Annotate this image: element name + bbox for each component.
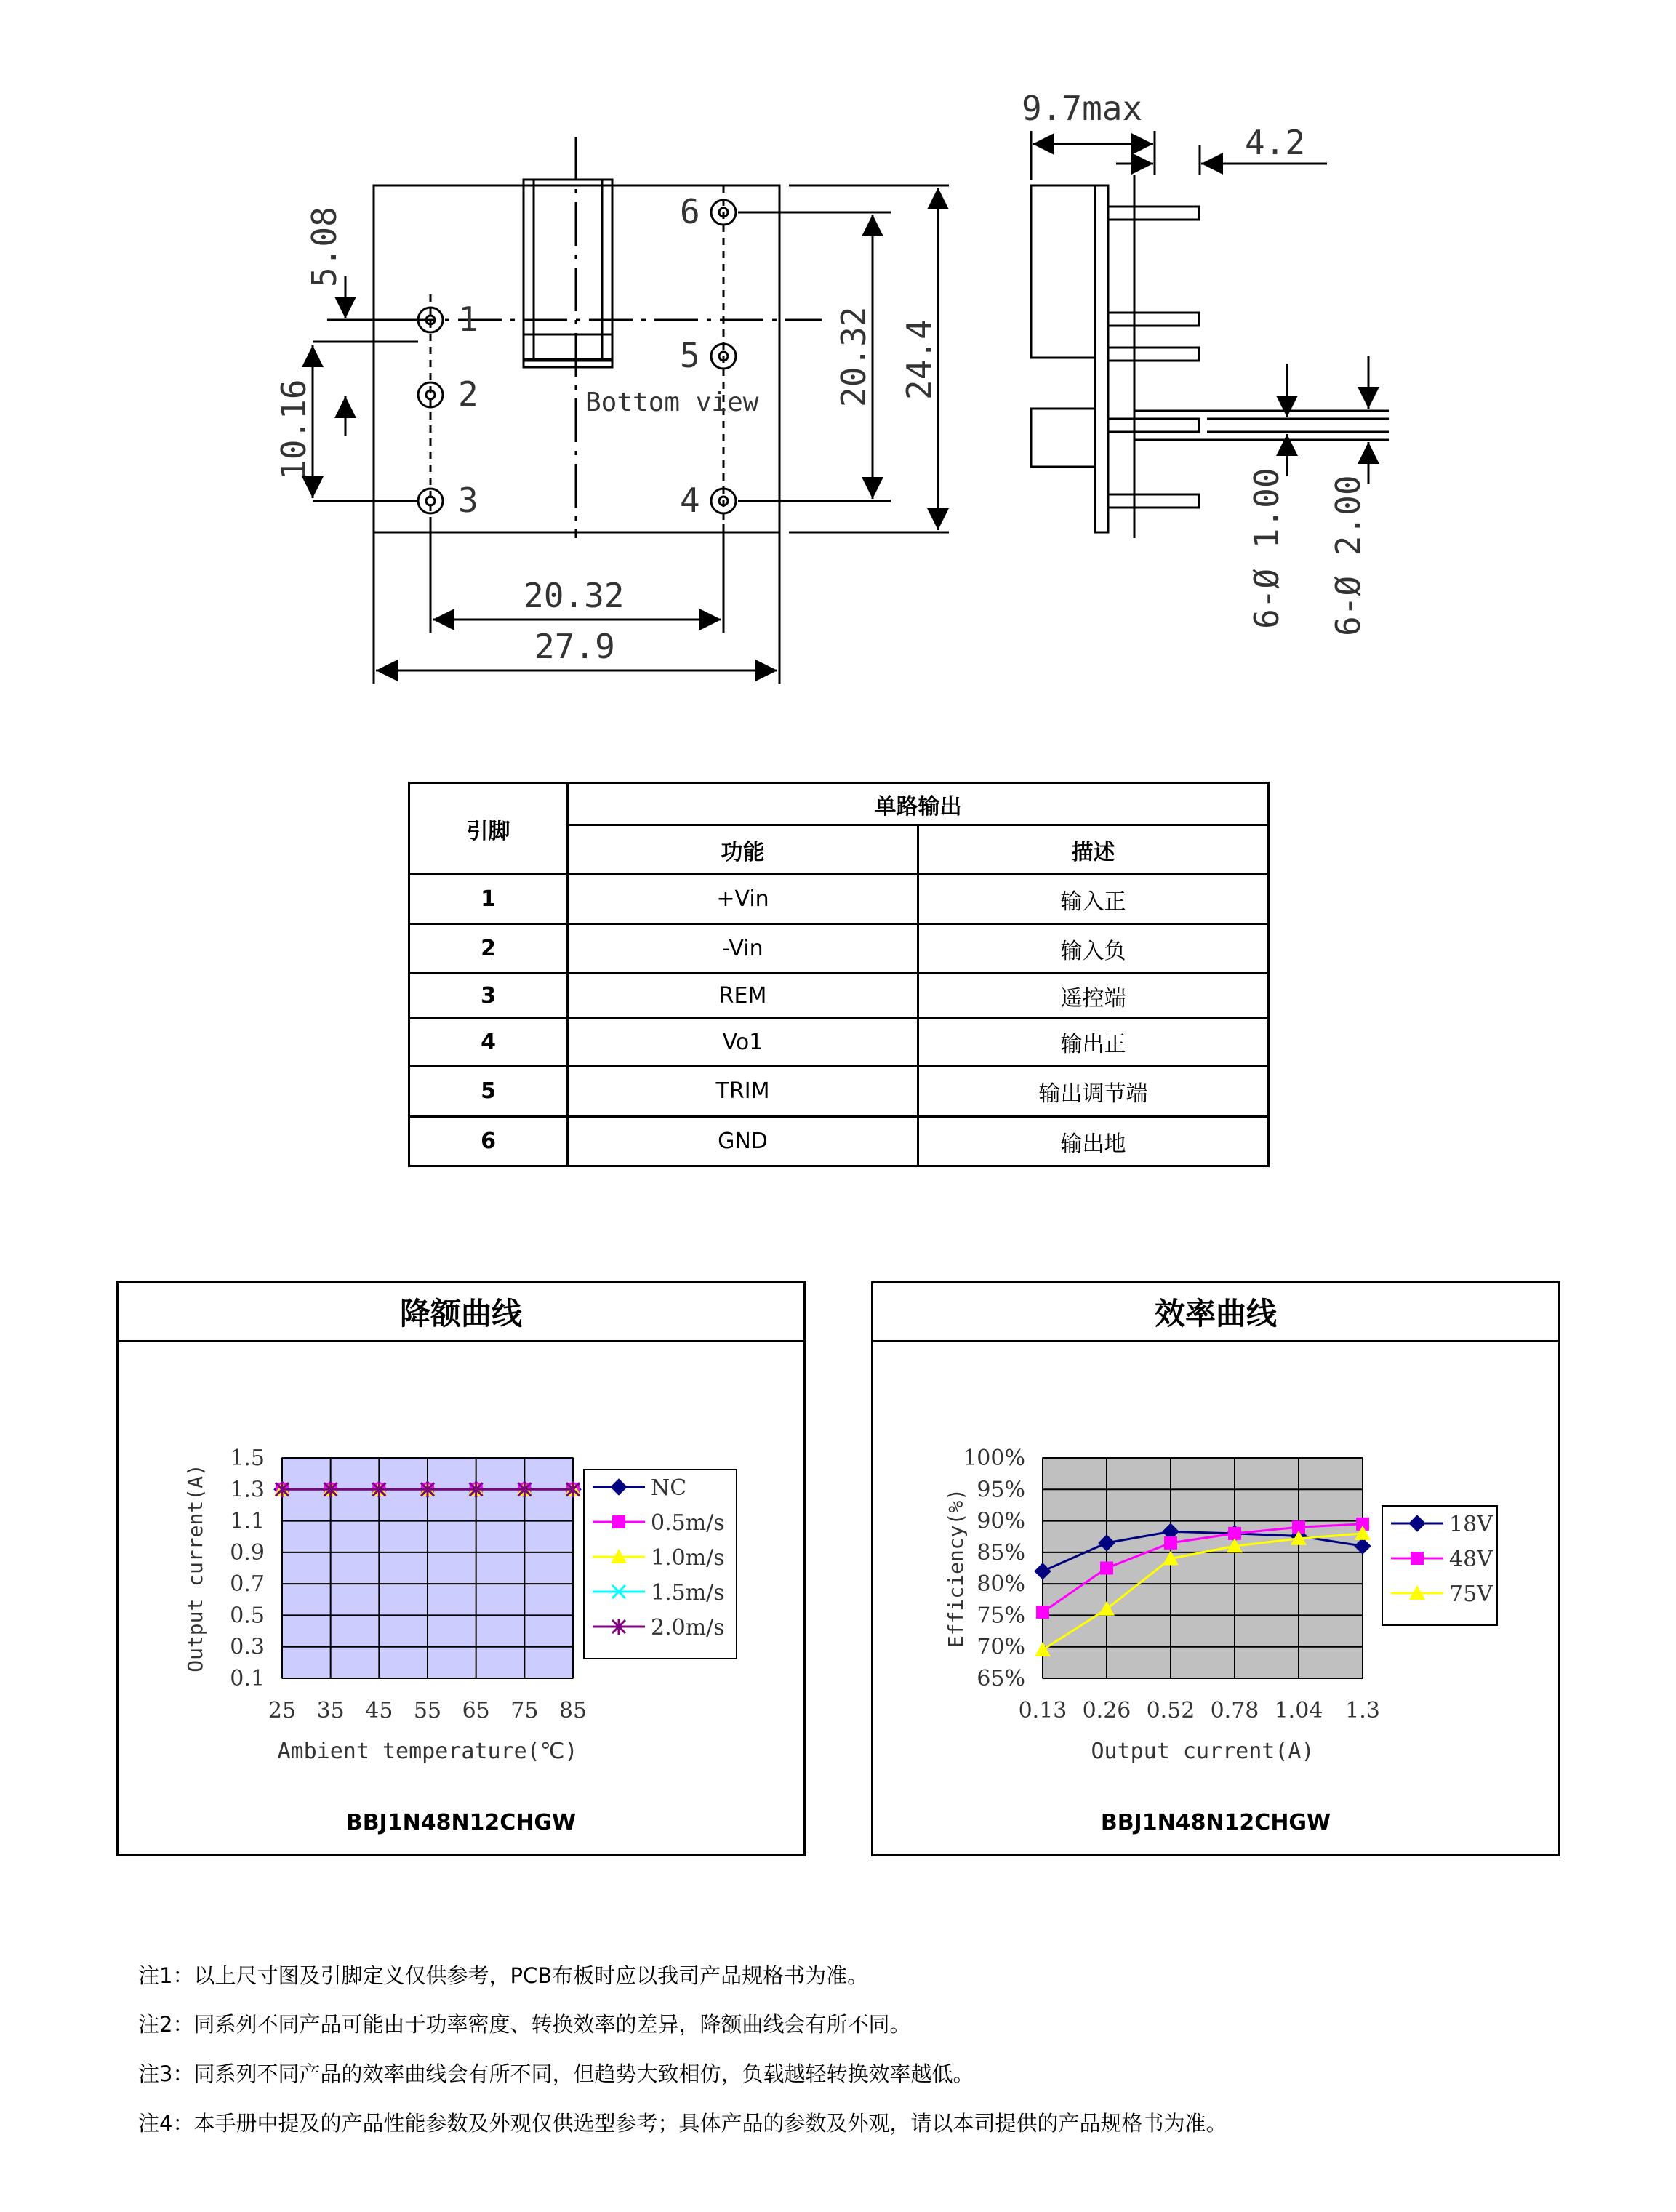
- dim-20-32-v: 20.32: [834, 306, 873, 407]
- x-tick-label: 1.04: [1274, 1698, 1323, 1723]
- derating-title: 降额曲线: [119, 1283, 803, 1342]
- x-tick-label: 55: [413, 1698, 442, 1723]
- pin-number: 6: [409, 1117, 568, 1166]
- y-tick-label: 1.5: [230, 1446, 265, 1471]
- x-tick-label: 25: [268, 1698, 297, 1723]
- pin-label-2: 2: [458, 374, 478, 414]
- dim-9-7max: 9.7max: [1022, 89, 1143, 128]
- pin-description: 输出正: [918, 1019, 1269, 1066]
- pin-number: 2: [409, 924, 568, 974]
- pin-description: 输出地: [918, 1117, 1269, 1166]
- y-axis-title: Output current(A): [183, 1464, 207, 1672]
- pin-description: 输入正: [918, 875, 1269, 924]
- col-header-pin: 引脚: [409, 783, 568, 875]
- table-row: [409, 875, 1269, 924]
- pin-description: 遥控端: [918, 974, 1269, 1019]
- note-3: 注3：同系列不同产品的效率曲线会有所不同，但趋势大致相仿，负载越轻转换效率越低。: [138, 2061, 974, 2086]
- group-header-single-output: 单路输出: [568, 783, 1269, 825]
- x-axis-title: Ambient temperature(℃): [277, 1739, 578, 1764]
- pin-label-5: 5: [680, 336, 700, 375]
- y-tick-label: 85%: [977, 1539, 1025, 1566]
- note-1: 注1：以上尺寸图及引脚定义仅供参考，PCB布板时应以我司产品规格书为准。: [138, 1963, 869, 1988]
- col-header-function: 功能: [568, 825, 918, 875]
- note-4: 注4：本手册中提及的产品性能参数及外观仅供选型参考；具体产品的参数及外观，请以本司提供的产品规格书为准。: [138, 2111, 1227, 2136]
- pin-function: +Vin: [568, 875, 918, 924]
- dim-5-08: 5.08: [305, 207, 344, 287]
- y-tick-label: 90%: [977, 1508, 1025, 1534]
- legend-label: 75V: [1449, 1582, 1493, 1607]
- pin-function: Vo1: [568, 1019, 918, 1066]
- efficiency-model: BBJ1N48N12CHGW: [1100, 1810, 1331, 1835]
- dim-10-16: 10.16: [274, 379, 313, 480]
- x-tick-label: 35: [316, 1698, 345, 1723]
- dim-20-32-h: 20.32: [524, 576, 625, 615]
- table-row: [409, 1019, 1269, 1066]
- y-tick-label: 0.1: [230, 1666, 265, 1691]
- x-tick-label: 85: [558, 1698, 588, 1723]
- pin-number: 4: [409, 1019, 568, 1066]
- efficiency-panel: [871, 1281, 1560, 1856]
- mechanical-drawing: [0, 0, 1676, 713]
- pin-function: GND: [568, 1117, 918, 1166]
- legend-label: 2.0m/s: [651, 1615, 725, 1640]
- bottom-view-label: Bottom view: [585, 388, 759, 417]
- x-tick-label: 0.26: [1082, 1698, 1131, 1723]
- x-tick-label: 0.13: [1018, 1698, 1067, 1723]
- legend-label: 48V: [1449, 1547, 1493, 1572]
- efficiency-title: 效率曲线: [873, 1283, 1558, 1342]
- y-tick-label: 0.3: [230, 1634, 265, 1660]
- derating-panel: [116, 1281, 806, 1856]
- y-tick-label: 75%: [977, 1603, 1025, 1629]
- dim-pin-1-00: 6-Ø 1.00: [1247, 468, 1286, 629]
- side-pins: [1108, 175, 1199, 538]
- y-tick-label: 80%: [977, 1571, 1025, 1598]
- pin-label-1: 1: [458, 300, 478, 339]
- y-tick-label: 0.9: [230, 1539, 265, 1566]
- plot-area: [1043, 1458, 1363, 1678]
- legend-marker: [612, 1515, 625, 1528]
- y-tick-label: 1.1: [230, 1508, 265, 1534]
- pin-definition-table: [408, 782, 1270, 1167]
- pin-label-6: 6: [680, 192, 700, 231]
- table-row: [409, 1117, 1269, 1166]
- data-point-48V: [1100, 1562, 1113, 1575]
- data-point-48V: [1164, 1536, 1177, 1550]
- legend-label: 1.5m/s: [651, 1580, 725, 1606]
- data-point-48V: [1228, 1527, 1241, 1540]
- y-tick-label: 0.7: [230, 1571, 265, 1598]
- y-tick-label: 0.5: [230, 1603, 265, 1629]
- derating-chart: [119, 1342, 803, 1779]
- table-row: [409, 974, 1269, 1019]
- col-header-description: 描述: [918, 825, 1269, 875]
- pin-description: 输入负: [918, 924, 1269, 974]
- y-tick-label: 1.3: [230, 1477, 265, 1503]
- dim-27-9: 27.9: [534, 627, 615, 666]
- y-tick-label: 65%: [977, 1666, 1025, 1691]
- x-tick-label: 45: [365, 1698, 393, 1723]
- pin-function: TRIM: [568, 1066, 918, 1117]
- pin-label-4: 4: [680, 481, 700, 520]
- pin-description: 输出调节端: [918, 1066, 1269, 1117]
- legend-label: 18V: [1449, 1512, 1493, 1537]
- y-tick-label: 70%: [977, 1634, 1025, 1660]
- legend-label: 1.0m/s: [651, 1545, 725, 1571]
- dim-pin-2-00: 6-Ø 2.00: [1328, 475, 1368, 636]
- legend-marker: [1411, 1552, 1424, 1565]
- pin-number: 3: [409, 974, 568, 1019]
- pin-label-3: 3: [458, 481, 478, 520]
- pin-number: 1: [409, 875, 568, 924]
- legend-label: NC: [651, 1475, 687, 1501]
- derating-model: BBJ1N48N12CHGW: [345, 1810, 577, 1835]
- pin-number: 5: [409, 1066, 568, 1117]
- legend-label: 0.5m/s: [651, 1510, 725, 1536]
- data-point-48V: [1036, 1606, 1049, 1619]
- x-tick-label: 75: [510, 1698, 539, 1723]
- x-tick-label: 65: [462, 1698, 490, 1723]
- dim-24-4: 24.4: [899, 319, 939, 400]
- table-row: [409, 924, 1269, 974]
- y-tick-label: 95%: [977, 1477, 1025, 1503]
- efficiency-chart: [873, 1342, 1558, 1779]
- y-tick-label: 100%: [963, 1446, 1025, 1471]
- x-axis-title: Output current(A): [1091, 1739, 1315, 1764]
- dim-4-2: 4.2: [1245, 123, 1306, 162]
- note-2: 注2：同系列不同产品可能由于功率密度、转换效率的差异，降额曲线会有所不同。: [138, 2012, 911, 2037]
- pin-function: -Vin: [568, 924, 918, 974]
- x-tick-label: 1.3: [1345, 1698, 1380, 1723]
- table-row: [409, 1066, 1269, 1117]
- x-tick-label: 0.52: [1146, 1698, 1195, 1723]
- pin-function: REM: [568, 974, 918, 1019]
- y-axis-title: Efficiency(%): [944, 1488, 968, 1648]
- x-tick-label: 0.78: [1210, 1698, 1259, 1723]
